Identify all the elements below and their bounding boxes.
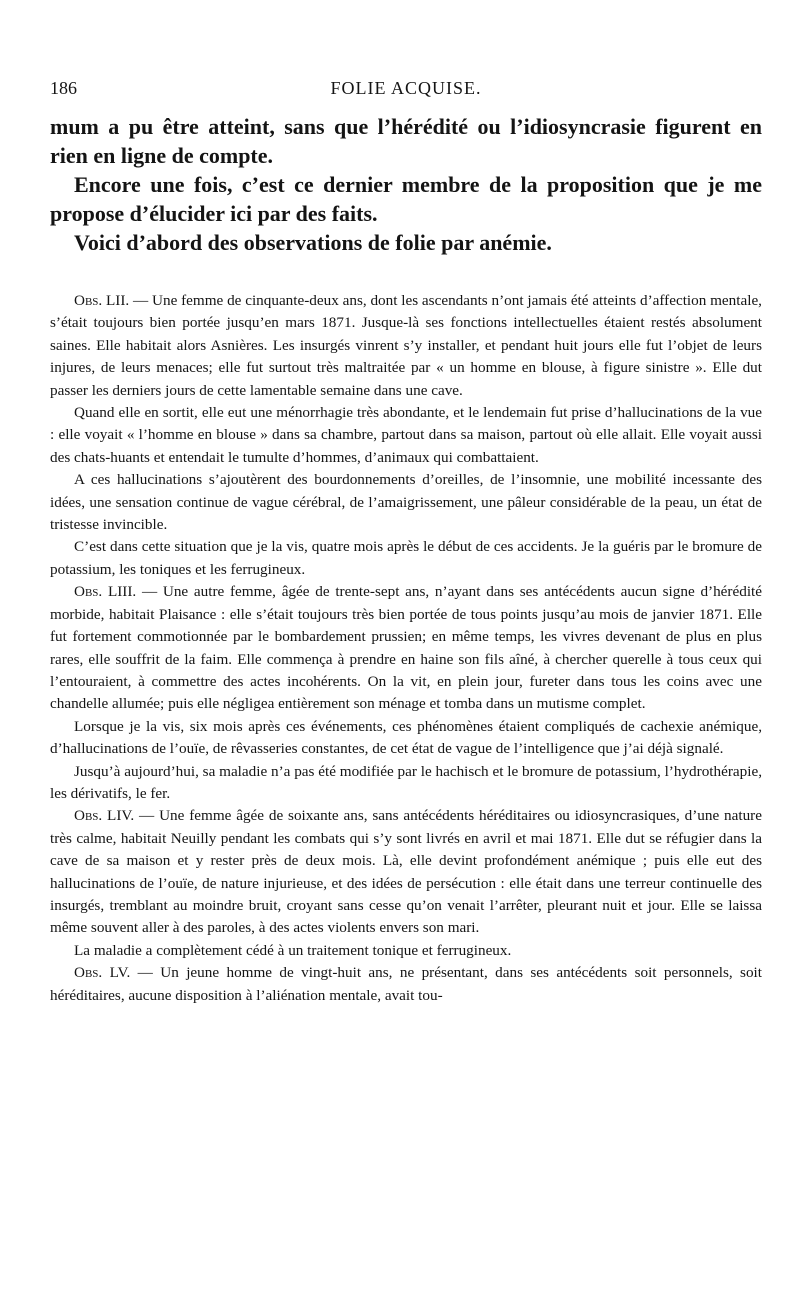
observation-paragraph [50, 716, 762, 761]
observation-paragraph [50, 962, 762, 1007]
observation-text: A ces hallucinations s’ajoutèrent des bourdonnements d’oreilles, de l’insomnie, une mobilité incessante des idées, une sensation continue de vague cérébral, de l’amaigrissement, une pâleur considérable de la peau, un état de tristesse invincible. [50, 471, 762, 534]
lead-text [50, 112, 762, 257]
observation-text: Jusqu’à aujourd’hui, sa maladie n’a pas été modifiée par le hachisch et le bromure de potassium, l’hydrothérapie, les dérivatifs, le fer. [50, 762, 762, 802]
observation-text: C’est dans cette situation que je la vis, quatre mois après le début de ces accidents. Je la guéris par le bromure de potassium, les toniques et les ferrugineux. [50, 538, 762, 578]
observation-text: — Une autre femme, âgée de trente-sept ans, n’ayant dans ses antécédents aucun signe d’hérédité morbide, habitait Plaisance : elle s’était toujours très bien portée de tous points jusqu’au mois de janvier 1871. Elle fut fortement commotionnée par le bombardement prussien; en même temps, les vivres devenant de plus en plus rares, elle souffrit de la faim. Elle commença à prendre en haine son fils aîné, à chercher querelle à tous ceux qui l’entouraient, à commettre des actes incohérents. On la vit, en plein jour, fureter dans tous les coins avec une chandelle allumée; puis elle négligea entièrement son ménage et tomba dans un mutisme complet. [50, 583, 762, 713]
page-number: 186 [50, 78, 77, 98]
lead-paragraph: Voici d’abord des observations de folie par anémie. [74, 230, 552, 255]
observation-text: — Une femme âgée de soixante ans, sans antécédents héréditaires ou idiosyncrasiques, d’une nature très calme, habitait Neuilly pendant les combats qui s’y sont livrés en avril et mai 1871. Elle dut se réfugier dans la cave de sa maison et y rester près de deux mois. Là, elle devint profondément anémique ; puis elle eut des hallucinations de l’ouïe, de nature injurieuse, et des idées de persécution : elle était dans une terreur continuelle des insurgés, tremblant au moindre bruit, croyant sans cesse qu’on venait l’arrêter, pleurant nuit et jour. Elle se laissa même souvent aller à des paroles, à des actes violents envers son mari. [50, 807, 762, 937]
observation-paragraph [50, 536, 762, 581]
observation-paragraph [50, 290, 762, 402]
observation-label: Obs. LII. [74, 292, 130, 309]
observation-text: Quand elle en sortit, elle eut une ménorrhagie très abondante, et le lendemain fut prise d’hallucinations de la vue : elle voyait « l’homme en blouse » dans sa chambre, partout dans sa maison, partout où elle allait. Elle voyait aussi des chats-huants et entendait le tumulte d’hommes, d’animaux qui combattaient. [50, 404, 762, 466]
observation-paragraph [50, 469, 762, 536]
observation-label: Obs. LIII. [74, 583, 137, 601]
observation-paragraph [50, 761, 762, 806]
lead-paragraph: mum a pu être atteint, sans que l’hérédité ou l’idiosyncrasie figurent en rien en ligne de compte. [50, 114, 762, 168]
observation-label: Obs. LIV. [74, 807, 135, 825]
observations-body [50, 290, 762, 1007]
lead-paragraph: Encore une fois, c’est ce dernier membre de la proposition que je me propose d’élucider ici par des faits. [50, 172, 762, 226]
observation-paragraph [50, 581, 762, 715]
observation-text: — Une femme de cinquante-deux ans, dont les ascendants n’ont jamais été atteints d’affection mentale, s’était toujours bien portée jusqu’en mars 1871. Jusque-là ses fonctions intellectuelles étaient restés absolument saines. Elle habitait alors Asnières. Les insurgés vinrent s’y installer, et pendant huit jours elle fut l’objet de leurs injures, de leurs menaces; elle fut surtout très maltraitée par « un homme en blouse, à figure sinistre ». Elle dut passer les derniers jours de cette lamentable semaine dans une cave. [50, 292, 762, 399]
observation-paragraph [50, 402, 762, 469]
running-head [50, 78, 762, 104]
observation-text: — Un jeune homme de vingt-huit ans, ne présentant, dans ses antécédents soit personnels, soit héréditaires, aucune disposition à l’aliénation mentale, avait tou- [50, 964, 762, 1004]
observation-text: La maladie a complètement cédé à un traitement tonique et ferrugineux. [74, 941, 512, 959]
observation-paragraph [50, 805, 762, 939]
observation-text: Lorsque je la vis, six mois après ces événements, ces phénomènes étaient compliqués de cachexie anémique, d’hallucinations de l’ouïe, de rêvasseries constantes, de cet état de vague de l’intelligence que j’ai déjà signalé. [50, 717, 762, 758]
observation-label: Obs. LV. [74, 964, 131, 982]
running-title: FOLIE ACQUISE. [330, 78, 482, 98]
observation-paragraph [50, 940, 762, 962]
